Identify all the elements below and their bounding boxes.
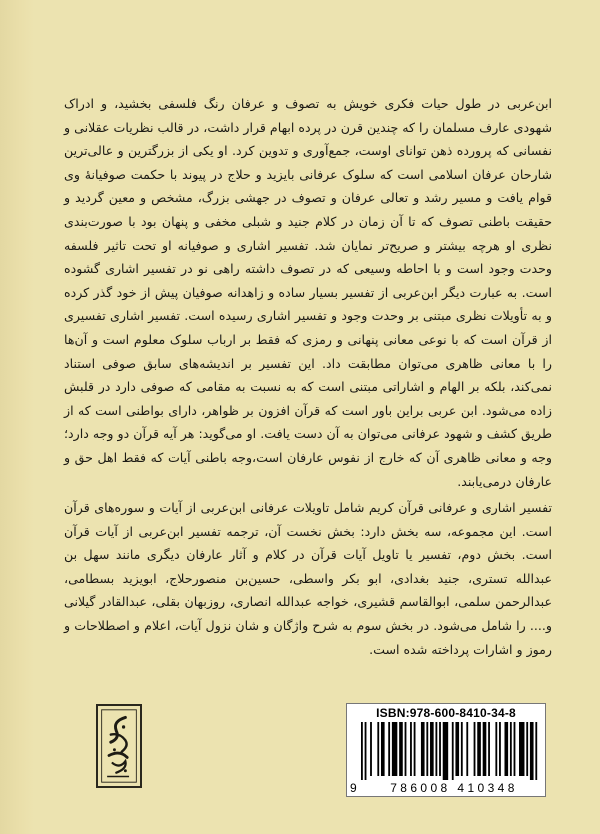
spine-strip xyxy=(0,0,34,834)
paragraph-1: ابن‌عربی در طول حیات فکری خویش به تصوف و عرفان رنگ فلسفی بخشید، و ادراک شهودی عارف مسلمان را که چندین قرن در پرده ابهام قرار داشت، در قالب نظریات عقلانی و نفسانی که پرورده ذهن توانای اوست، جمع‌آوری و تدوین کرد. او یکی از بزرگترین و عالی‌ترین شارحان عرفان اسلامی است که سلوک عرفانی بایزید و حلاج در پیوند با حکمت صوفیانهٔ وی قوام یافت و مسیر رشد و تعالی عرفان و تصوف در جهشی بزرگ، مشخص و معین گردید و حقیقت باطنی تصوف که تا آن زمان در کلام جنید و شبلی مخفی و پنهان بود با صورت‌بندی نظری او هرچه بیشتر و صریح‌تر نمایان شد. تفسیر اشاری و صوفیانه او تحت تاثیر فلسفه وحدت وجود است و با احاطه وسیعی که در تصوف داشته راهی نو در تفسیر اشاری گشوده است. به عبارت دیگر ابن‌عربی از تفسیر بسیار ساده و زاهدانه صوفیان پیش از خود گذر کرده و به تأویلات نظری مبتنی بر وحدت وجود و تفسیر اشاری رسیده است. تفسیر اشاری تفسیری از قرآن است که با نوعی معانی پنهانی و رمزی که فقط بر ارباب سلوک معلوم است و آن‌ها را با معانی ظاهری می‌توان مطابقت داد. این تفسیر بر اندیشه‌های سابق صوفی استناد نمی‌کند، بلکه بر الهام و اشاراتی مبتنی است که به نسبت به مقامی که صوفی دارد در قلبش زاده می‌شود. ابن عربی براین باور است که قرآن افزون بر ظواهر، دارای بواطنی است که از طریق کشف و شهود عرفانی می‌توان به آن دست یافت. او می‌گوید: هر آیه قرآن دو وجه دارد؛ وجه و معانی ظاهری آن که خارج از نفوس عارفان است،وجه باطنی آیات که فقط اهل حق و عارفان درمی‌یابند. xyxy=(64,96,552,489)
isbn-label: ISBN:978-600-8410-34-8 xyxy=(376,706,516,720)
back-cover-text xyxy=(64,92,552,661)
ean-digits: 786008 410348 xyxy=(390,781,518,795)
barcode-icon xyxy=(361,722,539,780)
ean-first-digit: 9 xyxy=(350,781,357,795)
isbn-barcode-box xyxy=(346,703,546,797)
paragraph-2: تفسیر اشاری و عرفانی قرآن کریم شامل تاویلات عرفانی ابن‌عربی از آیات و سوره‌های قرآن است. این مجموعه، سه بخش دارد: بخش نخست آن، ترجمه تفسیر ابن‌عربی از آیات قرآن است. بخش دوم، تفسیر یا تاویل آیات قرآن در کلام و آثار عارفان دیگری مانند سهل بن عبدالله تستری، جنید بغدادی، ابو بکر واسطی، حسین‌بن منصورحلاج، ابویزید بسطامی، عبدالرحمن سلمی، ابوالقاسم قشیری، خواجه عبدالله انصاری، روزبهان بقلی، عبدالقادر گیلانی و.... را شامل می‌شود. در بخش سوم به شرح واژگان و شان نزول آیات، اعلام و اصطلاحات و رموز و اشارات پرداخته شده است. xyxy=(64,500,552,657)
calligraphy-emblem-icon xyxy=(98,706,140,786)
publisher-logo xyxy=(96,704,142,788)
